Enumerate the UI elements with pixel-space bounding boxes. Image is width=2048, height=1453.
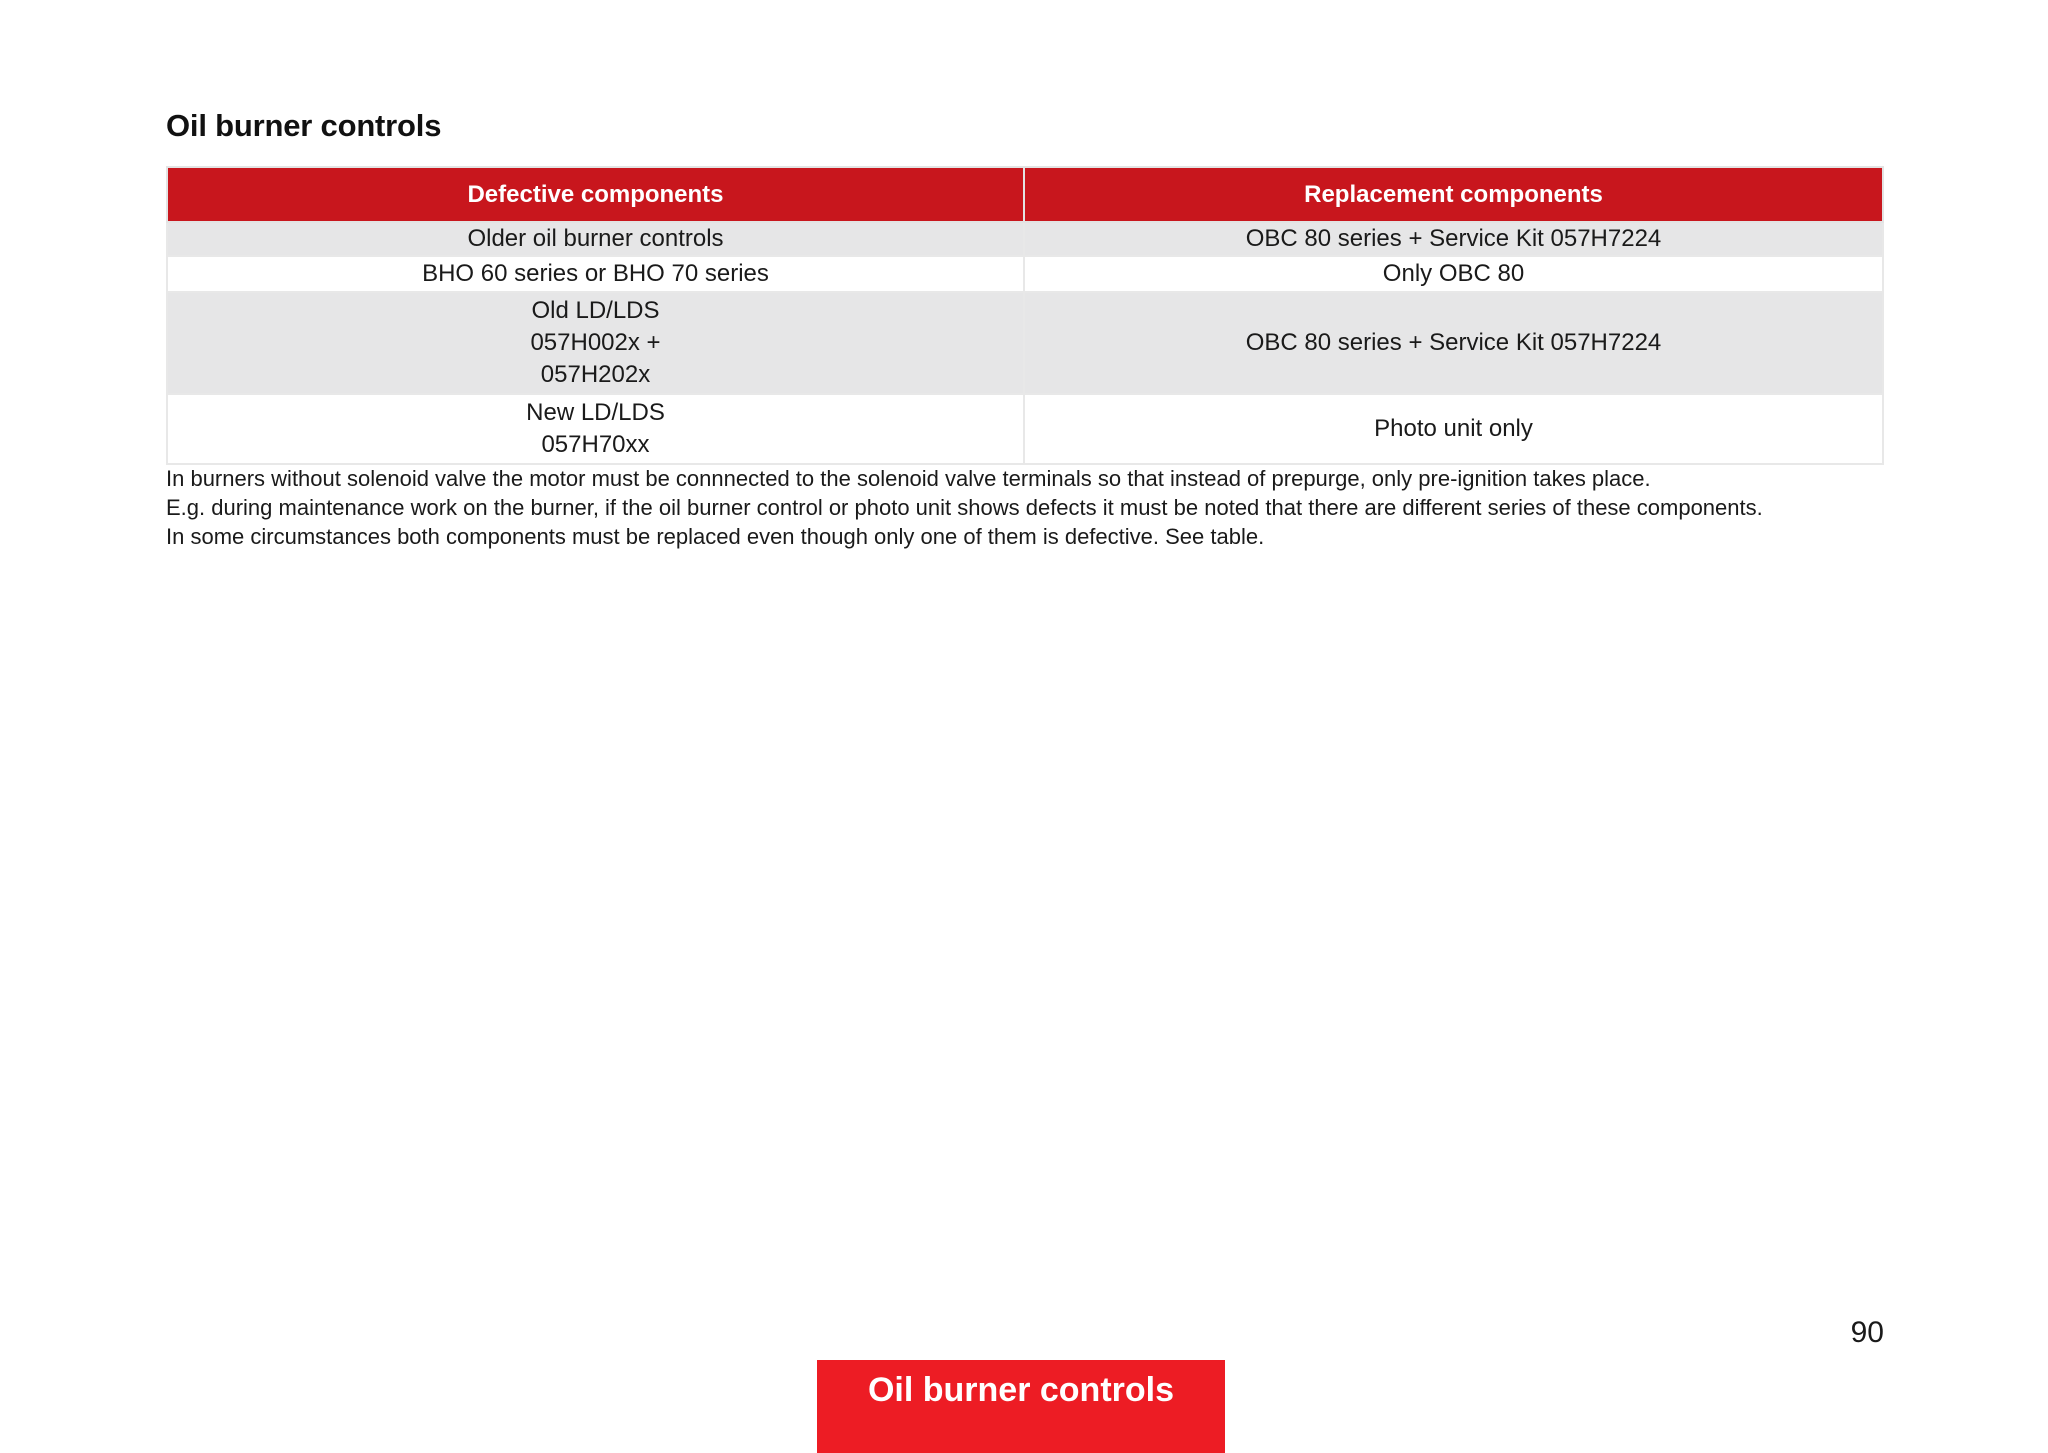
replacement-cell: OBC 80 series + Service Kit 057H7224	[1024, 222, 1883, 256]
defective-line: New LD/LDS	[526, 399, 665, 426]
header-defective-components: Defective components	[167, 167, 1024, 222]
table-row	[167, 394, 1883, 464]
defective-line: BHO 60 series or BHO 70 series	[422, 260, 769, 287]
defective-line: 057H70xx	[541, 431, 650, 458]
defective-line: Old LD/LDS	[531, 297, 660, 324]
header-replacement-components: Replacement components	[1024, 167, 1883, 222]
note-paragraph: In some circumstances both components must be replaced even though only one of them is defective. See table.	[166, 524, 1265, 549]
defective-cell	[167, 222, 1024, 256]
defective-line: Older oil burner controls	[467, 225, 724, 252]
replacement-cell: Photo unit only	[1024, 394, 1883, 464]
table-row	[167, 256, 1883, 292]
table-row	[167, 292, 1883, 394]
section-title: Oil burner controls	[166, 108, 442, 143]
table-header-row	[167, 167, 1883, 222]
components-table	[166, 166, 1884, 465]
defective-line: 057H002x +	[530, 329, 661, 356]
notes-block	[166, 464, 1926, 551]
footer-section-tab: Oil burner controls	[817, 1360, 1225, 1453]
defective-line: 057H202x	[540, 361, 651, 388]
table-row	[167, 222, 1883, 256]
replacement-cell: OBC 80 series + Service Kit 057H7224	[1024, 292, 1883, 394]
note-paragraph: E.g. during maintenance work on the burner, if the oil burner control or photo unit shows defects it must be noted that there are different series of these components.	[166, 495, 1763, 520]
defective-cell	[167, 292, 1024, 394]
defective-cell	[167, 394, 1024, 464]
note-paragraph: In burners without solenoid valve the motor must be connnected to the solenoid valve terminals so that instead of prepurge, only pre-ignition takes place.	[166, 466, 1651, 491]
replacement-cell: Only OBC 80	[1024, 256, 1883, 292]
defective-cell	[167, 256, 1024, 292]
page-number: 90	[1850, 1316, 1884, 1349]
